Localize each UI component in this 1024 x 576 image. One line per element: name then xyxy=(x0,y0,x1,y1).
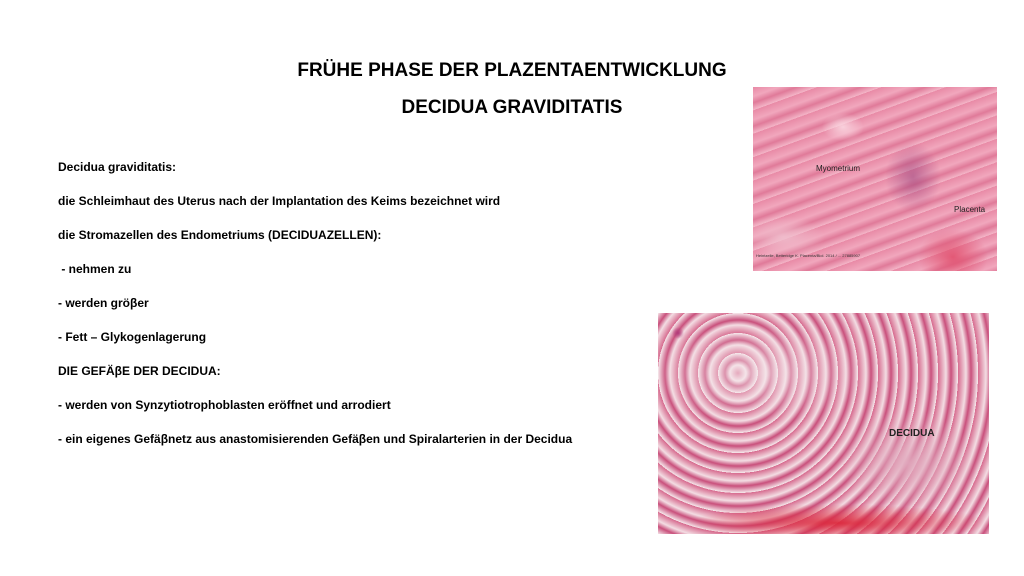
slide-subtitle: DECIDUA GRAVIDITATIS xyxy=(401,97,623,118)
text-line: - Fett – Glykogenlagerung xyxy=(58,330,207,344)
body-text xyxy=(58,161,658,467)
text-line: DIE GEFÄβE DER DECIDUA: xyxy=(58,364,221,378)
text-line: die Stromazellen des Endometriums (DECIDUAZELLEN): xyxy=(58,228,382,242)
text-line: die Schleimhaut des Uterus nach der Implantation des Keims bezeichnet wird xyxy=(58,194,501,208)
image-credit: Heintzelle, Betteridge K. Placenta/Biol. 2014 / ... 27885907 xyxy=(756,253,861,258)
decidua-label: DECIDUA xyxy=(889,428,935,439)
myometrium-label: Myometrium xyxy=(816,164,861,173)
text-line: - ein eigenes Gefäβnetz aus anastomisierenden Gefäβen und Spiralarterien in der Decidua xyxy=(58,432,573,446)
slide-title: FRÜHE PHASE DER PLAZENTAENTWICKLUNG xyxy=(297,60,727,81)
histology-image-decidua xyxy=(658,313,989,534)
text-line: Decidua graviditatis: xyxy=(58,160,177,174)
text-line: - werden gröβer xyxy=(58,296,149,310)
histology-image-myometrium-placenta xyxy=(753,87,997,271)
text-line: - nehmen zu xyxy=(58,262,132,276)
placenta-label: Placenta xyxy=(954,205,986,214)
text-line: - werden von Synzytiotrophoblasten eröffnet und arrodiert xyxy=(58,398,391,412)
